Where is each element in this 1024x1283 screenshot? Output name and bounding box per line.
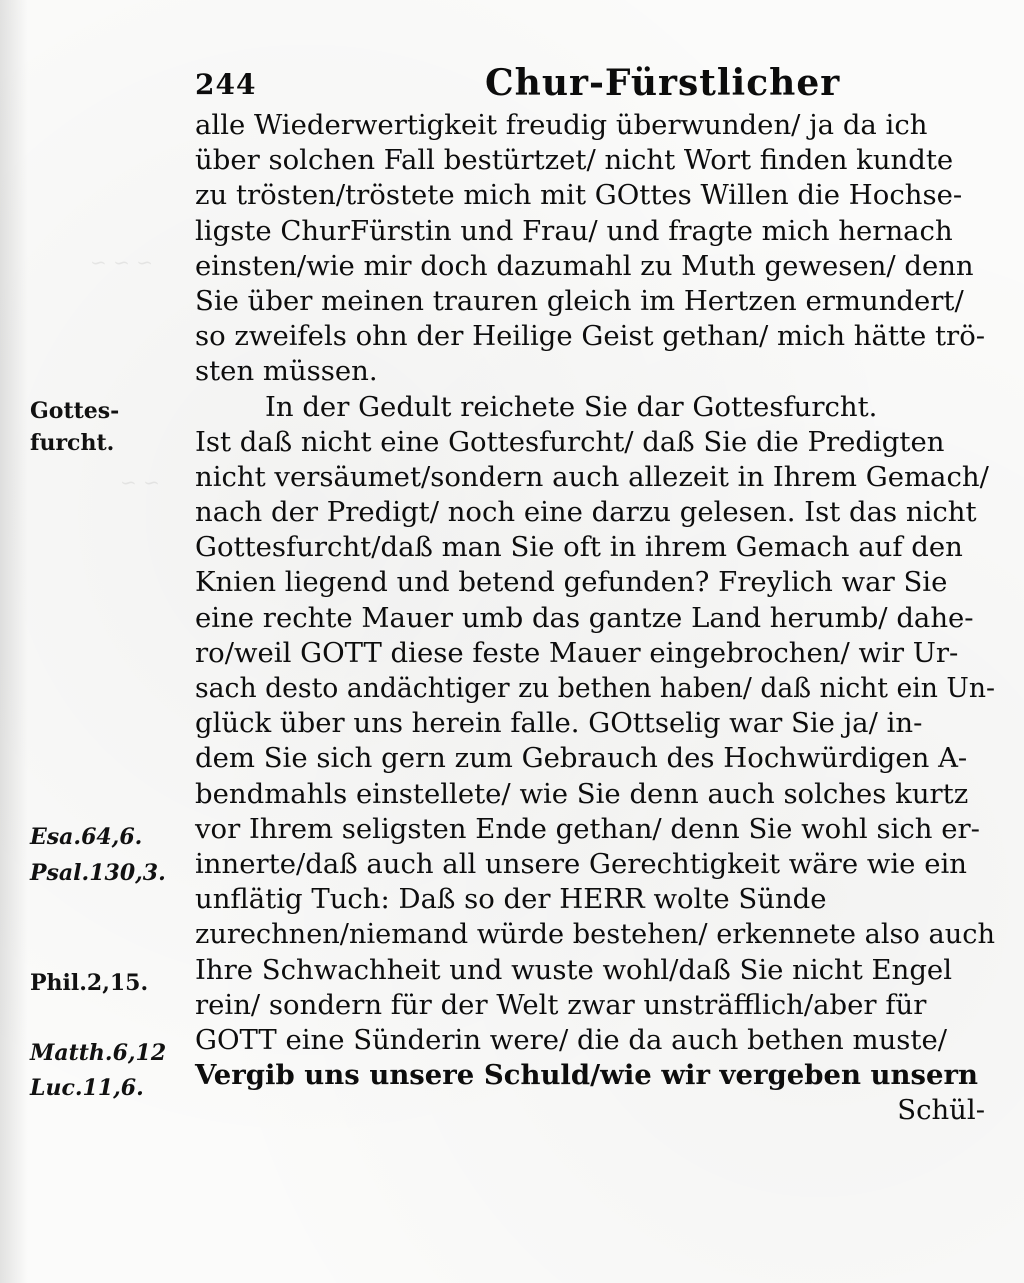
margin-note: Esa.64,6.	[30, 824, 143, 850]
body-text	[195, 108, 995, 1128]
text-line: zu trösten/tröstete mich mit GOttes Willen die Hochse-	[195, 179, 963, 212]
text-line: eine rechte Mauer umb das gantze Land herumb/ dahe-	[195, 601, 974, 634]
text-line: ligste ChurFürstin und Frau/ und fragte mich hernach	[195, 214, 953, 247]
margin-note: Matth.6,12	[30, 1040, 167, 1066]
paragraph-start-line: In der Gedult reichete Sie dar Gottesfurcht.	[265, 390, 878, 423]
text-line: innerte/daß auch all unsere Gerechtigkeit wäre wie ein	[195, 847, 967, 880]
text-line: zurechnen/niemand würde bestehen/ erkennete also auch	[195, 918, 996, 951]
text-line: sten müssen.	[195, 355, 378, 388]
text-line: GOTT eine Sünderin were/ die da auch bethen muste/	[195, 1023, 947, 1056]
text-line: dem Sie sich gern zum Gebrauch des Hochwürdigen A-	[195, 742, 968, 775]
text-line: Vergib uns unsere Schuld/wie wir vergeben unsern	[195, 1059, 978, 1092]
text-line: einsten/wie mir doch dazumahl zu Muth gewesen/ denn	[195, 249, 974, 282]
page-header	[195, 62, 995, 106]
catchword: Schül-	[897, 1094, 985, 1127]
text-line: nach der Predigt/ noch eine darzu gelesen. Ist das nicht	[195, 496, 977, 529]
text-line: Sie über meinen trauren gleich im Hertzen ermundert/	[195, 284, 964, 317]
margin-note: furcht.	[30, 430, 115, 456]
page-gutter-shadow	[0, 0, 28, 1283]
text-line: alle Wiederwertigkeit freudig überwunden/ ja da ich	[195, 109, 928, 141]
margin-note: Phil.2,15.	[30, 970, 149, 996]
text-line: nicht versäumet/sondern auch allezeit in Ihrem Gemach/	[195, 460, 989, 493]
bleed-through-mark: ~ ~	[120, 470, 160, 494]
text-line: Ihre Schwachheit und wuste wohl/daß Sie nicht Engel	[195, 953, 953, 986]
bleed-through-mark: ~ ~ ~	[90, 250, 153, 274]
text-line: Gottesfurcht/daß man Sie oft in ihrem Gemach auf den	[195, 531, 963, 564]
page-number: 244	[195, 68, 257, 101]
margin-note: Psal.130,3.	[30, 860, 166, 886]
text-line: bendmahls einstellete/ wie Sie denn auch solches kurtz	[195, 777, 969, 810]
text-line: vor Ihrem seligsten Ende gethan/ denn Sie wohl sich er-	[195, 812, 980, 845]
text-line: ro/weil GOTT diese feste Mauer eingebrochen/ wir Ur-	[195, 636, 959, 669]
text-line: über solchen Fall bestürtzet/ nicht Wort finden kundte	[195, 144, 954, 177]
text-line: Ist daß nicht eine Gottesfurcht/ daß Sie die Predigten	[195, 425, 945, 458]
text-line: Knien liegend und betend gefunden? Freylich war Sie	[195, 566, 948, 599]
text-line: unflätig Tuch: Daß so der HERR wolte Sünde	[195, 883, 827, 916]
margin-note: Luc.11,6.	[30, 1075, 144, 1101]
text-line: glück über uns herein falle. GOttselig war Sie ja/ in-	[195, 707, 923, 740]
text-line: sach desto andächtiger zu bethen haben/ daß nicht ein Un-	[195, 672, 996, 704]
text-line: rein/ sondern für der Welt zwar unsträfflich/aber für	[195, 988, 927, 1021]
text-line: so zweifels ohn der Heilige Geist gethan/ mich hätte trö-	[195, 320, 986, 353]
margin-note: Gottes-	[30, 398, 120, 424]
running-title: Chur-Fürstlicher	[485, 62, 841, 104]
